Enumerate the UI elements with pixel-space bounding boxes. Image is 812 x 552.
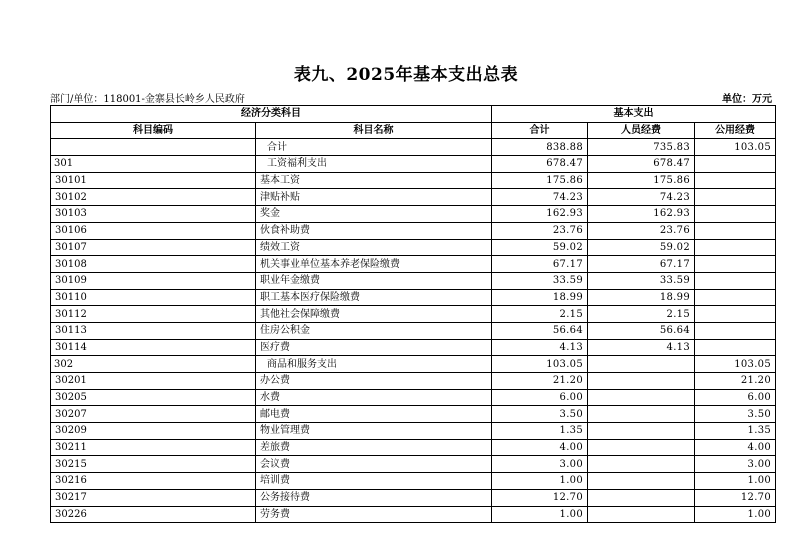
- cell-total: 6.00: [492, 389, 588, 406]
- cell-public: [695, 322, 776, 339]
- cell-code: 30113: [51, 322, 256, 339]
- cell-personnel: 678.47: [588, 156, 695, 173]
- cell-name: 机关事业单位基本养老保险缴费: [256, 256, 492, 273]
- cell-personnel: [588, 489, 695, 506]
- cell-public: [695, 306, 776, 323]
- cell-total: 838.88: [492, 139, 588, 156]
- cell-total: 67.17: [492, 256, 588, 273]
- cell-code: 30211: [51, 439, 256, 456]
- cell-code: 30209: [51, 423, 256, 440]
- cell-personnel: [588, 356, 695, 373]
- cell-total: 3.50: [492, 406, 588, 423]
- cell-name: 劳务费: [256, 506, 492, 523]
- header-row-columns: [51, 122, 776, 139]
- table-row: [51, 423, 776, 440]
- cell-name: 差旅费: [256, 439, 492, 456]
- table-row: [51, 239, 776, 256]
- table-row: [51, 473, 776, 490]
- table-row: [51, 189, 776, 206]
- cell-personnel: 18.99: [588, 289, 695, 306]
- cell-name: 办公费: [256, 373, 492, 390]
- cell-name: 绩效工资: [256, 239, 492, 256]
- cell-total: 33.59: [492, 272, 588, 289]
- table-row: [51, 272, 776, 289]
- cell-code: 302: [51, 356, 256, 373]
- cell-public: 1.35: [695, 423, 776, 440]
- cell-total: 175.86: [492, 172, 588, 189]
- cell-personnel: 735.83: [588, 139, 695, 156]
- cell-personnel: 33.59: [588, 272, 695, 289]
- cell-name: 工资福利支出: [256, 156, 492, 173]
- budget-table-body: [51, 139, 776, 523]
- header-code: 科目编码: [51, 122, 256, 139]
- table-row: [51, 406, 776, 423]
- cell-public: 1.00: [695, 506, 776, 523]
- page-title: 表九、2025年基本支出总表: [293, 65, 519, 85]
- cell-total: 678.47: [492, 156, 588, 173]
- cell-name: 职业年金缴费: [256, 272, 492, 289]
- cell-code: 301: [51, 156, 256, 173]
- cell-code: 30101: [51, 172, 256, 189]
- cell-total: 1.00: [492, 506, 588, 523]
- cell-total: 162.93: [492, 206, 588, 223]
- cell-code: 30108: [51, 256, 256, 273]
- cell-code: 30201: [51, 373, 256, 390]
- table-row: [51, 222, 776, 239]
- cell-public: 103.05: [695, 356, 776, 373]
- cell-code: 30106: [51, 222, 256, 239]
- cell-code: 30110: [51, 289, 256, 306]
- cell-public: [695, 289, 776, 306]
- table-row: [51, 322, 776, 339]
- cell-total: 3.00: [492, 456, 588, 473]
- cell-personnel: 67.17: [588, 256, 695, 273]
- cell-code: 30205: [51, 389, 256, 406]
- cell-public: [695, 339, 776, 356]
- table-row: [51, 506, 776, 523]
- cell-public: [695, 239, 776, 256]
- cell-name: 合计: [256, 139, 492, 156]
- cell-code: 30107: [51, 239, 256, 256]
- header-row-group: [51, 106, 776, 123]
- table-row: [51, 439, 776, 456]
- cell-public: [695, 189, 776, 206]
- cell-personnel: [588, 439, 695, 456]
- cell-code: 30112: [51, 306, 256, 323]
- cell-personnel: [588, 473, 695, 490]
- header-basic-expense: 基本支出: [492, 106, 776, 123]
- cell-personnel: 59.02: [588, 239, 695, 256]
- table-row: [51, 256, 776, 273]
- cell-total: 56.64: [492, 322, 588, 339]
- cell-code: 30109: [51, 272, 256, 289]
- cell-personnel: 23.76: [588, 222, 695, 239]
- header-name: 科目名称: [256, 122, 492, 139]
- cell-public: 3.50: [695, 406, 776, 423]
- cell-public: [695, 172, 776, 189]
- cell-personnel: [588, 389, 695, 406]
- cell-personnel: [588, 506, 695, 523]
- cell-name: 水费: [256, 389, 492, 406]
- cell-public: [695, 206, 776, 223]
- cell-personnel: [588, 373, 695, 390]
- cell-personnel: 2.15: [588, 306, 695, 323]
- cell-name: 会议费: [256, 456, 492, 473]
- table-row: [51, 206, 776, 223]
- budget-table: [50, 105, 776, 523]
- cell-code: 30103: [51, 206, 256, 223]
- unit-label: 单位：万元: [722, 94, 772, 105]
- cell-public: 6.00: [695, 389, 776, 406]
- cell-code: 30207: [51, 406, 256, 423]
- cell-public: [695, 272, 776, 289]
- cell-personnel: 175.86: [588, 172, 695, 189]
- cell-name: 商品和服务支出: [256, 356, 492, 373]
- cell-code: 30217: [51, 489, 256, 506]
- cell-public: 1.00: [695, 473, 776, 490]
- cell-name: 住房公积金: [256, 322, 492, 339]
- cell-public: [695, 222, 776, 239]
- table-row: [51, 456, 776, 473]
- cell-personnel: 74.23: [588, 189, 695, 206]
- department-label: 部门/单位：118001-金寨县长岭乡人民政府: [50, 94, 245, 105]
- table-row: [51, 172, 776, 189]
- cell-name: 职工基本医疗保险缴费: [256, 289, 492, 306]
- cell-public: 21.20: [695, 373, 776, 390]
- cell-code: 30114: [51, 339, 256, 356]
- cell-personnel: [588, 456, 695, 473]
- cell-code: 30102: [51, 189, 256, 206]
- table-row: [51, 289, 776, 306]
- cell-personnel: [588, 423, 695, 440]
- header-total: 合计: [492, 122, 588, 139]
- cell-total: 18.99: [492, 289, 588, 306]
- table-row: [51, 389, 776, 406]
- cell-name: 其他社会保障缴费: [256, 306, 492, 323]
- cell-name: 伙食补助费: [256, 222, 492, 239]
- header-economic-class: 经济分类科目: [51, 106, 492, 123]
- cell-personnel: [588, 406, 695, 423]
- cell-public: [695, 156, 776, 173]
- cell-name: 邮电费: [256, 406, 492, 423]
- cell-total: 4.13: [492, 339, 588, 356]
- cell-code: 30226: [51, 506, 256, 523]
- cell-name: 培训费: [256, 473, 492, 490]
- cell-name: 医疗费: [256, 339, 492, 356]
- header-personnel: 人员经费: [588, 122, 695, 139]
- table-row: [51, 139, 776, 156]
- cell-name: 物业管理费: [256, 423, 492, 440]
- cell-code: 30216: [51, 473, 256, 490]
- cell-public: 3.00: [695, 456, 776, 473]
- cell-total: 59.02: [492, 239, 588, 256]
- cell-name: 基本工资: [256, 172, 492, 189]
- cell-total: 1.35: [492, 423, 588, 440]
- cell-public: 4.00: [695, 439, 776, 456]
- cell-total: 1.00: [492, 473, 588, 490]
- cell-code: 30215: [51, 456, 256, 473]
- cell-total: 103.05: [492, 356, 588, 373]
- cell-name: 奖金: [256, 206, 492, 223]
- cell-total: 74.23: [492, 189, 588, 206]
- cell-public: 103.05: [695, 139, 776, 156]
- cell-personnel: 56.64: [588, 322, 695, 339]
- header-public: 公用经费: [695, 122, 776, 139]
- cell-code: [51, 139, 256, 156]
- cell-personnel: 162.93: [588, 206, 695, 223]
- cell-public: [695, 256, 776, 273]
- cell-total: 23.76: [492, 222, 588, 239]
- cell-total: 4.00: [492, 439, 588, 456]
- table-row: [51, 356, 776, 373]
- cell-total: 2.15: [492, 306, 588, 323]
- table-row: [51, 489, 776, 506]
- cell-total: 12.70: [492, 489, 588, 506]
- cell-personnel: 4.13: [588, 339, 695, 356]
- table-row: [51, 373, 776, 390]
- cell-total: 21.20: [492, 373, 588, 390]
- cell-name: 公务接待费: [256, 489, 492, 506]
- cell-public: 12.70: [695, 489, 776, 506]
- table-row: [51, 156, 776, 173]
- cell-name: 津贴补贴: [256, 189, 492, 206]
- table-row: [51, 339, 776, 356]
- table-row: [51, 306, 776, 323]
